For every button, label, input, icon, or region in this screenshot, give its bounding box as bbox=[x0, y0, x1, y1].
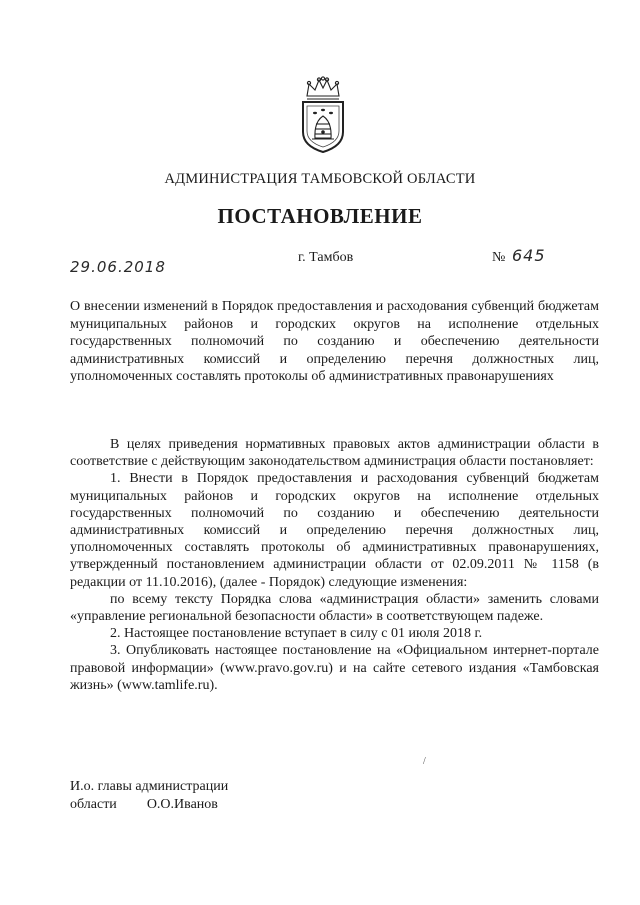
item-3-paragraph: 3. Опубликовать настоящее постановление на «Официальном интернет-портале правовой информации» (www.pravo.gov.ru) и на сайте сетевого издания «Тамбовская жизнь» (www.tamlife.ru). bbox=[70, 643, 599, 693]
signature-block bbox=[70, 778, 228, 813]
tambov-coat-of-arms-icon bbox=[297, 76, 349, 154]
signatory-title-line1: И.о. главы администрации bbox=[70, 779, 229, 794]
document-subject: О внесении изменений в Порядок предоставления и расходования субвенций бюджетам муниципальных районов и городских округов на исполнение отдельных государственных полномочий по созданию и обеспечению деятельности административных комиссий и определению перечня должностных лиц, уполномоченных составлять протоколы об административных правонарушениях bbox=[70, 299, 599, 384]
signatory-title-line2: области bbox=[70, 796, 117, 812]
document-type-title: ПОСТАНОВЛЕНИЕ bbox=[217, 204, 423, 228]
item-1-paragraph: 1. Внести в Порядок предоставления и расходования субвенций бюджетам муниципальных районов и городских округов на исполнение отдельных государственных полномочий по созданию и обеспечению деятельности административных комиссий и определению перечня должностных лиц, уполномоченных составлять протоколы об административных правонарушениях, утвержденный постановлением администрации области от 02.09.2011 № 1158 (в редакции от 11.10.2016), (далее - Порядок) следующие изменения: bbox=[70, 471, 599, 590]
item-1-change-paragraph: по всему тексту Порядка слова «администрация области» заменить словами «управление региональной безопасности области» в соответствующем падеже. bbox=[70, 591, 599, 625]
document-number: 645 bbox=[512, 246, 546, 265]
document-date: 29.06.2018 bbox=[70, 258, 166, 276]
issuing-authority: АДМИНИСТРАЦИЯ ТАМБОВСКОЙ ОБЛАСТИ bbox=[164, 171, 476, 187]
number-sign: № bbox=[492, 250, 506, 265]
document-body bbox=[70, 436, 599, 694]
document-city: г. Тамбов bbox=[298, 250, 354, 265]
item-2-paragraph: 2. Настоящее постановление вступает в силу с 01 июля 2018 г. bbox=[110, 626, 483, 642]
preamble-paragraph: В целях приведения нормативных правовых актов администрации области в соответствие с действующим законодательством администрация области постановляет: bbox=[70, 437, 599, 470]
signatory-name: О.О.Иванов bbox=[146, 796, 218, 812]
stray-mark: / bbox=[423, 756, 426, 767]
